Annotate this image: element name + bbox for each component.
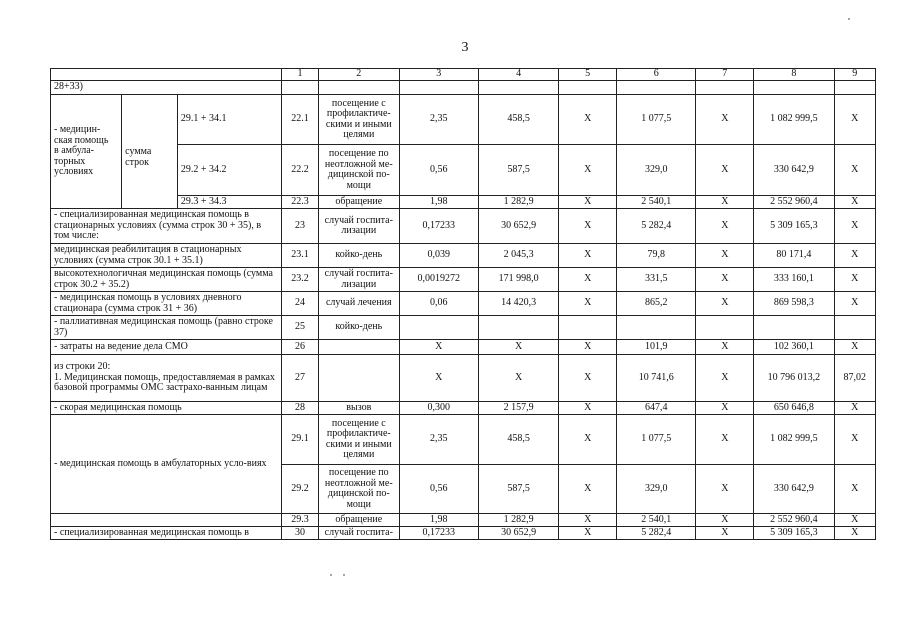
value-cell: 587,5 — [478, 145, 558, 196]
value-cell: X — [834, 196, 875, 209]
value-cell: X — [399, 355, 478, 402]
value-cell: X — [834, 465, 875, 514]
value-cell: 171 998,0 — [478, 268, 558, 292]
value-cell: 10 741,6 — [617, 355, 696, 402]
value-cell: X — [696, 355, 754, 402]
value-cell: X — [834, 145, 875, 196]
value-cell: 1 077,5 — [617, 415, 696, 465]
value-cell: X — [696, 402, 754, 415]
value-cell: 330 642,9 — [754, 465, 834, 514]
table-row — [51, 340, 876, 355]
value-cell: X — [834, 340, 875, 355]
value-cell: X — [559, 514, 617, 527]
value-cell: 329,0 — [617, 145, 696, 196]
value-cell: 102 360,1 — [754, 340, 834, 355]
row-name: высокотехнологичная медицинская помощь (сумма строк 30.2 + 35.2) — [51, 268, 282, 292]
value-cell: 329,0 — [617, 465, 696, 514]
value-cell: X — [478, 340, 558, 355]
value-cell: 79,8 — [617, 244, 696, 268]
row-code: 22.1 — [281, 95, 318, 145]
value-cell: 2 540,1 — [617, 196, 696, 209]
row-name: - медицинская помощь в амбулаторных усло-виях — [51, 415, 282, 514]
value-cell: 458,5 — [478, 415, 558, 465]
sum-formula: 29.2 + 34.2 — [177, 145, 281, 196]
value-cell: 0,300 — [399, 402, 478, 415]
unit-cell: койко-день — [319, 244, 399, 268]
value-cell: 30 652,9 — [478, 527, 558, 540]
value-cell: 0,56 — [399, 465, 478, 514]
unit-cell: посещение с профилактиче-скими и иными целями — [319, 95, 399, 145]
column-number: 1 — [281, 69, 318, 81]
table-row — [51, 244, 876, 268]
column-number: 2 — [319, 69, 399, 81]
table-row — [51, 402, 876, 415]
value-cell: X — [559, 292, 617, 316]
column-number: 5 — [559, 69, 617, 81]
value-cell: X — [696, 527, 754, 540]
row-code: 22.3 — [281, 196, 318, 209]
row-name: - паллиативная медицинская помощь (равно строке 37) — [51, 316, 282, 340]
column-number: 4 — [478, 69, 558, 81]
value-cell: 333 160,1 — [754, 268, 834, 292]
value-cell: 0,56 — [399, 145, 478, 196]
unit-cell: случай госпита-лизации — [319, 268, 399, 292]
value-cell: 865,2 — [617, 292, 696, 316]
unit-cell: посещение по неотложной ме-дицинской по-мощи — [319, 465, 399, 514]
value-cell: 650 646,8 — [754, 402, 834, 415]
value-cell: X — [559, 340, 617, 355]
value-cell: 87,02 — [834, 355, 875, 402]
unit-cell: койко-день — [319, 316, 399, 340]
value-cell: 1 082 999,5 — [754, 415, 834, 465]
row-code: 24 — [281, 292, 318, 316]
unit-cell: посещение по неотложной ме-дицинской по-мощи — [319, 145, 399, 196]
value-cell: 647,4 — [617, 402, 696, 415]
unit-cell: случай госпита- — [319, 527, 399, 540]
value-cell: X — [696, 465, 754, 514]
page-number: 3 — [461, 40, 469, 55]
scan-speck — [330, 574, 332, 576]
value-cell: X — [559, 402, 617, 415]
row-code: 23.2 — [281, 268, 318, 292]
value-cell: X — [696, 292, 754, 316]
sum-formula: 29.1 + 34.1 — [177, 95, 281, 145]
row-code: 25 — [281, 316, 318, 340]
value-cell: 2 045,3 — [478, 244, 558, 268]
table-row — [51, 95, 876, 145]
column-number: 7 — [696, 69, 754, 81]
unit-cell — [319, 355, 399, 402]
value-cell: X — [696, 268, 754, 292]
unit-cell: обращение — [319, 514, 399, 527]
value-cell: X — [559, 145, 617, 196]
value-cell: X — [559, 244, 617, 268]
value-cell: X — [559, 527, 617, 540]
value-cell: X — [559, 355, 617, 402]
column-number: 9 — [834, 69, 875, 81]
value-cell: X — [834, 209, 875, 244]
unit-cell: обращение — [319, 196, 399, 209]
value-cell: 1 082 999,5 — [754, 95, 834, 145]
scan-speck — [848, 18, 850, 20]
value-cell: 5 282,4 — [617, 527, 696, 540]
unit-cell: случай лечения — [319, 292, 399, 316]
value-cell: X — [696, 514, 754, 527]
value-cell: X — [696, 415, 754, 465]
row-name: - скорая медицинская помощь — [51, 402, 282, 415]
unit-cell — [319, 340, 399, 355]
value-cell: X — [478, 355, 558, 402]
value-cell: 5 309 165,3 — [754, 209, 834, 244]
unit-cell: вызов — [319, 402, 399, 415]
row-code: 29.3 — [281, 514, 318, 527]
column-number: 8 — [754, 69, 834, 81]
value-cell: X — [559, 415, 617, 465]
value-cell — [617, 316, 696, 340]
value-cell: 2 552 960,4 — [754, 514, 834, 527]
table-row — [51, 209, 876, 244]
value-cell: 0,17233 — [399, 527, 478, 540]
value-cell: 14 420,3 — [478, 292, 558, 316]
value-cell: X — [559, 465, 617, 514]
row-code: 30 — [281, 527, 318, 540]
row-code: 28 — [281, 402, 318, 415]
value-cell: 10 796 013,2 — [754, 355, 834, 402]
row-code: 27 — [281, 355, 318, 402]
value-cell: X — [559, 196, 617, 209]
value-cell: 30 652,9 — [478, 209, 558, 244]
column-number: 6 — [617, 69, 696, 81]
value-cell: 2 552 960,4 — [754, 196, 834, 209]
row-code: 23 — [281, 209, 318, 244]
value-cell: 1 282,9 — [478, 196, 558, 209]
row-name: из строки 20: 1. Медицинская помощь, предоставляемая в рамках базовой программы ОМС застрахо-ванным лицам — [51, 355, 282, 402]
row-name: - затраты на ведение дела СМО — [51, 340, 282, 355]
row-name: - медицин- ская помощь в амбула- торных условиях — [51, 95, 122, 209]
value-cell — [399, 316, 478, 340]
row-subname: сумма строк — [122, 95, 178, 209]
empty-cell — [51, 514, 282, 527]
value-cell: X — [696, 209, 754, 244]
row-code: 22.2 — [281, 145, 318, 196]
column-number: 3 — [399, 69, 478, 81]
value-cell: 0,06 — [399, 292, 478, 316]
value-cell — [559, 316, 617, 340]
value-cell: 587,5 — [478, 465, 558, 514]
row-name: медицинская реабилитация в стационарных условиях (сумма строк 30.1 + 35.1) — [51, 244, 282, 268]
row-code: 26 — [281, 340, 318, 355]
table-row — [51, 292, 876, 316]
value-cell: X — [696, 95, 754, 145]
value-cell: X — [834, 244, 875, 268]
row-name: - специализированная медицинская помощь в стационарных условиях (сумма строк 30 + 35), в том числе: — [51, 209, 282, 244]
value-cell: 331,5 — [617, 268, 696, 292]
header-cell-0 — [51, 69, 282, 81]
value-cell — [478, 316, 558, 340]
value-cell: 101,9 — [617, 340, 696, 355]
value-cell: 0,0019272 — [399, 268, 478, 292]
table-row — [51, 415, 876, 465]
value-cell: X — [696, 196, 754, 209]
data-table — [50, 68, 876, 540]
value-cell: X — [399, 340, 478, 355]
value-cell: X — [834, 415, 875, 465]
value-cell: 80 171,4 — [754, 244, 834, 268]
row-name: 28+33) — [51, 81, 282, 95]
value-cell: 2,35 — [399, 95, 478, 145]
value-cell: 1,98 — [399, 196, 478, 209]
value-cell — [834, 316, 875, 340]
row-name: - специализированная медицинская помощь в — [51, 527, 282, 540]
scan-speck — [343, 574, 345, 576]
value-cell: X — [834, 292, 875, 316]
value-cell: 0,039 — [399, 244, 478, 268]
value-cell: 2 157,9 — [478, 402, 558, 415]
value-cell — [696, 316, 754, 340]
value-cell: X — [559, 95, 617, 145]
value-cell: 330 642,9 — [754, 145, 834, 196]
value-cell: 2 540,1 — [617, 514, 696, 527]
value-cell: X — [559, 209, 617, 244]
row-code: 23.1 — [281, 244, 318, 268]
value-cell: X — [834, 268, 875, 292]
value-cell: X — [559, 268, 617, 292]
value-cell: 458,5 — [478, 95, 558, 145]
value-cell: 0,17233 — [399, 209, 478, 244]
value-cell: X — [696, 145, 754, 196]
value-cell: 1 282,9 — [478, 514, 558, 527]
value-cell: X — [834, 514, 875, 527]
value-cell: X — [834, 95, 875, 145]
value-cell: 5 282,4 — [617, 209, 696, 244]
value-cell — [754, 316, 834, 340]
row-code: 29.1 — [281, 415, 318, 465]
value-cell: 1,98 — [399, 514, 478, 527]
sum-formula: 29.3 + 34.3 — [177, 196, 281, 209]
table-row — [51, 527, 876, 540]
value-cell: X — [834, 527, 875, 540]
row-code: 29.2 — [281, 465, 318, 514]
value-cell: 869 598,3 — [754, 292, 834, 316]
unit-cell: посещение с профилактиче-скими и иными целями — [319, 415, 399, 465]
table-row — [51, 81, 876, 95]
value-cell: 5 309 165,3 — [754, 527, 834, 540]
table-row — [51, 355, 876, 402]
value-cell: X — [696, 244, 754, 268]
table-row — [51, 514, 876, 527]
row-name: - медицинская помощь в условиях дневного стационара (сумма строк 31 + 36) — [51, 292, 282, 316]
column-number-row — [51, 69, 876, 81]
value-cell: X — [834, 402, 875, 415]
table-row — [51, 268, 876, 292]
value-cell: 2,35 — [399, 415, 478, 465]
table-row — [51, 316, 876, 340]
value-cell: 1 077,5 — [617, 95, 696, 145]
unit-cell: случай госпита-лизации — [319, 209, 399, 244]
value-cell: X — [696, 340, 754, 355]
